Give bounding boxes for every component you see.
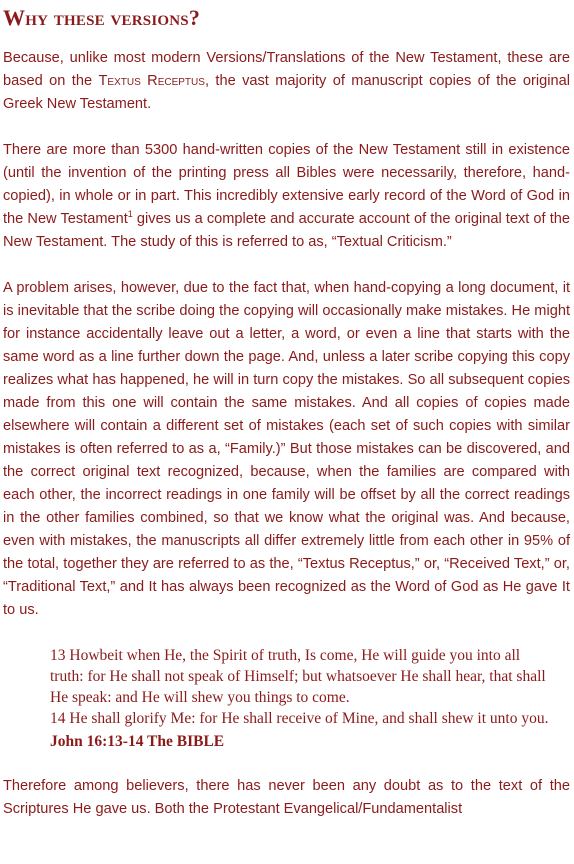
manuscripts-text-start: There are more than 5300 hand-written copies of the New Testament still in existence (until the invention of the printing press all Bibles were necessarily, therefore, hand-copied), in whole or in part. This incredibly extensive early record of the Word of God in the New Testament — [3, 142, 570, 227]
paragraph-conclusion: Therefore among believers, there has never been any doubt as to the text of the Scriptures He gave us. Both the Protestant Evangelical/Fundamentalist — [3, 778, 570, 817]
textus-receptus-term: Textus Receptus — [98, 73, 205, 89]
intro-text-start: Because, unlike most modern Versions/Translations of the New Testament, these are based on the — [3, 50, 570, 89]
footnote-marker[interactable]: 1 — [127, 209, 133, 220]
verse-14: 14 He shall glorify Me: for He shall receive of Mine, and shall shew it unto you. — [50, 710, 549, 727]
section-heading: Why these versions? — [3, 5, 201, 30]
manuscripts-text-end: gives us a complete and accurate account of the original text of the New Testament. The study of this is referred to as, “Textual Criticism.” — [3, 211, 571, 250]
paragraph-manuscripts — [3, 139, 570, 254]
paragraph-intro — [3, 47, 570, 116]
scripture-quote — [50, 645, 552, 752]
verse-13: 13 Howbeit when He, the Spirit of truth, Is come, He will guide you into all truth: for He shall not speak of Himself; but whatsoever He shall hear, that shall He speak: and He will shew you things to come. — [50, 647, 546, 706]
intro-text-end: , the vast majority of manuscript copies of the original Greek New Testament. — [3, 73, 570, 112]
paragraph-problem: A problem arises, however, due to the fact that, when hand-copying a long document, it is inevitable that the scribe doing the copying will occasionally make mistakes. He might for instance accidentally leave out a letter, a word, or even a line that starts with the same word as a line further down the page. And, unless a later scribe copying this copy realizes what has happened, he will in turn copy the mistakes. So all subsequent copies made from this one will contain the same mistakes. And all copies of copies made elsewhere will contain a different set of mistakes (each set of such copies with similar mistakes is often referred to as a, “Family.)” But those mistakes can be discovered, and the correct original text recognized, because, when the families are compared with each other, the incorrect readings in one family will be offset by all the correct readings in the other families combined, so that we know what the original was. And because, even with mistakes, the manuscripts all differ extremely little from each other in 95% of the total, together they are referred to as the, “Textus Receptus,” or, “Received Text,” or, “Traditional Text,” and It has always been recognized as the Word of God as He gave It to us. — [3, 280, 570, 618]
scripture-reference: John 16:13-14 The BIBLE — [50, 733, 225, 750]
